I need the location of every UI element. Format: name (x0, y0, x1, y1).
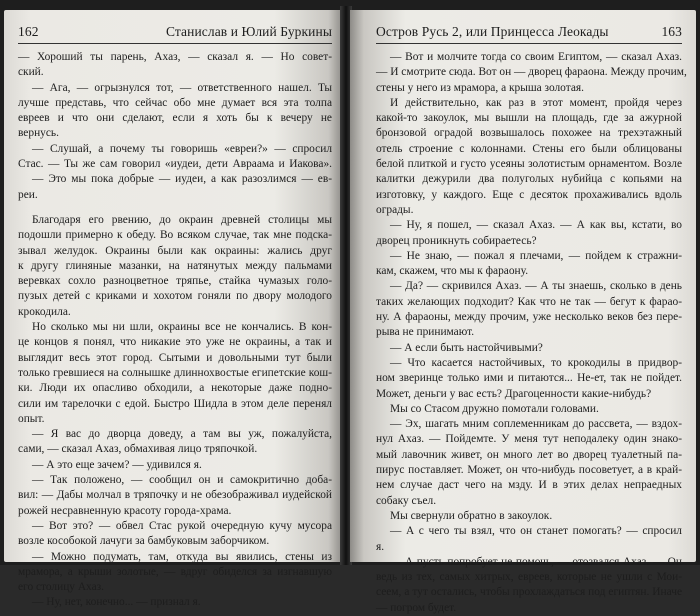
text-line: реи. (18, 188, 38, 201)
text-line: — Что касается настойчивых, то крокодилы в придвор- (390, 356, 682, 369)
text-line: И действительно, как раз в этот момент, пройдя через (390, 96, 682, 109)
text-line: — Ну, я пошел, — сказал Ахаз. — А как вы, кстати, во (390, 219, 682, 232)
text-line: я. (376, 540, 385, 553)
text-line: зывал желудок. Окраины были как окраины: жались друг (18, 244, 332, 257)
text-line: — И смотрите сюда. Вот он — дворец фараона. Между прочим, (376, 66, 687, 79)
text-line: рыва не принимают. (376, 326, 475, 339)
page-body-text (18, 50, 332, 611)
text-line: — Эх, шагать мним соплеменникам до рассвета, — вздох- (390, 418, 682, 431)
text-line: — погром будет. (376, 601, 457, 614)
text-line: — А с чего ты взял, что он станет помогать? — спросил (390, 525, 682, 538)
text-line: Мы свернули обратно в закоулок. (390, 509, 553, 522)
page-number: 163 (661, 24, 682, 39)
text-line: к другу глиняные мазанки, на натянутых между пальмами (18, 259, 332, 272)
page-number: 162 (18, 24, 39, 39)
text-line: выглядит весь этот город. Сытыми и довольными тут были (18, 351, 332, 364)
text-line: — Можно подумать, там, откуда вы явились, стены из (32, 550, 332, 563)
text-line: белой плиткой и густо усеяны золотистым орнаментом. Возле (376, 158, 682, 171)
text-line: — Хороший ты парень, Ахаз, — сказал я. — Но совет- (18, 51, 332, 63)
text-line: подошли примерно к обеду. Во всяком случае, так мне подска- (18, 229, 332, 242)
text-line: дворец проникнуть собираетесь? (376, 234, 537, 247)
text-line: Мы со Стасом дружно помотали головами. (390, 402, 599, 415)
page-body-text (376, 50, 687, 616)
text-line: рожей несравненную красоту города-храма. (18, 504, 232, 517)
text-line: нем случае даст чего на мзду. И в этих делах непраедных (376, 479, 682, 492)
text-line: ский. (18, 66, 44, 79)
text-line: — Вот это? — обвел Стас рукой очередную кучу мусора (32, 519, 332, 532)
text-line: Может, деньги у вас есть? Драгоценности какие-нибудь? (376, 387, 652, 400)
text-line: — Ну, нет, конечно... — признал я. (32, 596, 201, 609)
text-line: его столицу Ахаз. (18, 581, 105, 594)
text-line: отель строение с колоннами. Стены его были облицованы (376, 142, 682, 155)
text-line: пузых детей с криками и хохотом гоняли по двору молодого (18, 290, 332, 303)
text-line: мый лавочник живет, он много лет во дворец туалетный па- (376, 448, 682, 461)
text-line: — А это еще зачем? — удивился я. (32, 458, 202, 471)
text-line: — Я вас до дворца доведу, а там вы уж, пожалуйста, (32, 428, 332, 441)
text-line: — А если быть настойчивыми? (390, 341, 543, 354)
text-line: ки. Люди их опасливо обходили, а некоторые даже подно- (18, 382, 332, 395)
right-page (350, 10, 696, 614)
left-page (4, 10, 342, 609)
text-line: возле кособокой лачуги за бамбуковым заборчиком. (18, 535, 270, 548)
text-line: — Вот и молчите тогда со своим Египтом, — сказал Ахаз. (390, 51, 682, 63)
text-line: стены у него из мрамора, а крыша золотая. (376, 81, 584, 94)
text-line: веревках сохло разноцветное тряпье, стайка чумазых голо- (18, 275, 332, 288)
text-line: — Так положено, — сообщил он и самокритично доба- (32, 474, 332, 487)
text-line: калитки дежурили два полуголых нубийца с копьями на (376, 173, 682, 186)
text-line: собаку съел. (376, 494, 437, 507)
text-line: Стас. — Ты же сам говорил «иудеи, дети Авраама и Иакова». (18, 158, 332, 171)
text-line: какой-то закоулок, мы вышли на площадь, где за ажурной (376, 112, 682, 125)
text-line: мрамора, а крыши золотые, — вдруг обиделся за изгнавшую (18, 565, 332, 578)
text-line: только гревшиеся на солнышке длиннохвостые египетские кош- (18, 366, 332, 379)
text-line: ведь из тех, самых хитрых, евреев, которые не ушли с Мои- (376, 571, 682, 584)
text-line: ну. А фараоны, между прочим, уже несколько веков без пере- (376, 311, 682, 324)
text-line: ограды. (376, 203, 414, 216)
text-line: це концов я понял, что никакие это уже не окраины, а так и (18, 336, 332, 349)
text-line: опыт. (18, 412, 45, 425)
text-line: вил: — Дабы молчал в тряпочку и не обезображивал иудейской (18, 489, 332, 502)
text-line: кам, скажем, что мы к фараону. (376, 265, 529, 278)
text-line: Благодаря его рвению, до окраин древней столицы мы (32, 213, 332, 226)
text-line: вернусь. (18, 127, 59, 140)
text-line: — Ага, — огрызнулся тот, — ответственного нашел. Ты (32, 81, 332, 94)
text-line: Но сколько мы ни шли, окраины все не кончались. В кон- (32, 321, 332, 334)
text-line: — Слушай, а почему ты говоришь «евреи?» — спросил (32, 142, 332, 155)
text-line: евреев и что они сделают, если я хоть бы к вечеру не (18, 112, 332, 125)
text-line: сами, — сказал Ахаз, обмахивая лицо тряпочкой. (18, 443, 258, 456)
text-line: бронзовой оградой возвышалось похожее на трехэтажный (376, 127, 682, 140)
text-line: изготовку, у каждого. Еще с десяток прохаживались вдоль (376, 188, 682, 201)
text-line: — Да? — скривился Ахаз. — А ты знаешь, сколько в день (390, 280, 682, 293)
text-line: лучше представь, что сейчас обо мне думает вся эта толпа (18, 96, 332, 109)
text-line (18, 203, 332, 213)
text-line: нул Ахаз. — Пойдемте. У меня тут неподалеку один знако- (376, 433, 682, 446)
text-line: таких желающих подходит? Как что не так — бегут к фарао- (376, 295, 682, 308)
text-line: ном зверинце только ими и питаются... Не-ет, так не пойдет. (376, 372, 682, 385)
header-rule (18, 43, 332, 44)
text-line: пирус поставляет. Может, он что-нибудь посоветует, а в край- (376, 464, 682, 477)
text-line: — Не знаю, — пожал я плечами, — пойдем к стражни- (390, 249, 682, 262)
text-line: сеем, а тут остались, чтобы прохлаждаться под египтян. Иначе (376, 586, 682, 599)
running-title: Станислав и Юлий Буркины (165, 24, 332, 39)
text-line: сили им тарелочки с едой. Быстро Шидла в этом деле перенял (18, 397, 332, 410)
text-line: крокодила. (18, 305, 71, 318)
header-rule (376, 43, 682, 44)
text-line: — А пусть попробует не помочь, — отозвался Ахаз. — Он (390, 555, 682, 568)
running-title: Остров Русь 2, или Принцесса Леокады (376, 24, 609, 39)
text-line: — Это мы пока добрые — иудеи, а как разозлимся — ев- (32, 173, 332, 186)
